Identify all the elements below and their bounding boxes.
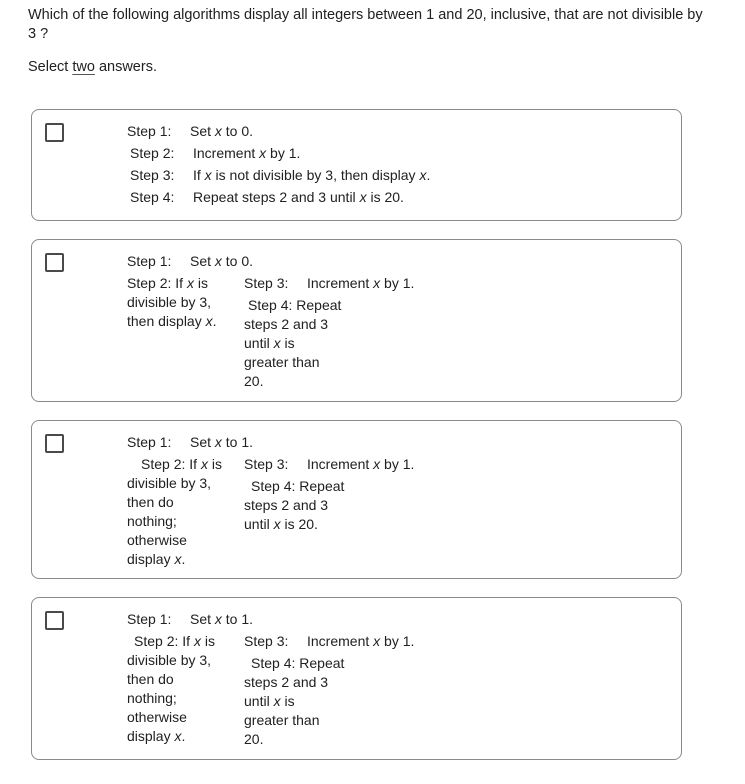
step-label: Step 1: bbox=[127, 611, 172, 627]
text-part: is bbox=[280, 693, 295, 709]
text-part: Repeat steps 2 and 3 until bbox=[193, 189, 360, 205]
option-2-step1 bbox=[127, 252, 171, 271]
option-4-step2-line4: nothing; bbox=[127, 690, 177, 706]
option-2-step2-line3 bbox=[127, 312, 217, 331]
answer-option-1[interactable] bbox=[31, 109, 682, 221]
text-part: to 0. bbox=[221, 253, 254, 269]
option-3-step2-line4: nothing; bbox=[127, 513, 177, 529]
step-label: Step 1: bbox=[127, 434, 172, 450]
var-x: x bbox=[273, 693, 281, 709]
option-3-step3-text bbox=[307, 455, 414, 474]
option-3-step2-line5: otherwise bbox=[127, 532, 187, 548]
step-label: Step 1: bbox=[127, 253, 172, 269]
option-3-step4-line2: steps 2 and 3 bbox=[244, 497, 329, 513]
var-x: x bbox=[359, 189, 367, 205]
text-part: is bbox=[280, 335, 295, 351]
text-part: then display bbox=[127, 313, 206, 329]
instruction-post: answers. bbox=[94, 59, 157, 75]
option-1-step4 bbox=[130, 188, 174, 207]
step-label: Step 3: bbox=[244, 456, 289, 472]
option-2-checkbox[interactable] bbox=[45, 253, 64, 272]
option-3-step4-line3 bbox=[244, 515, 318, 534]
var-x: x bbox=[419, 167, 427, 183]
option-3-step2-line2: divisible by 3, bbox=[127, 475, 212, 491]
text-part: Step 2: If bbox=[134, 633, 194, 649]
step-label: Step 1: bbox=[127, 123, 172, 139]
option-4-step2-line5: otherwise bbox=[127, 709, 187, 725]
option-1-step2 bbox=[130, 144, 174, 163]
text-part: display bbox=[127, 728, 175, 744]
text-part: is bbox=[200, 633, 215, 649]
option-3-step4-line1: Step 4: Repeat bbox=[251, 478, 345, 494]
var-x: x bbox=[214, 611, 222, 627]
option-1-checkbox[interactable] bbox=[45, 123, 64, 142]
option-3-step1-text bbox=[190, 433, 253, 452]
text-part: Increment bbox=[193, 145, 260, 161]
text-part: Set bbox=[190, 611, 215, 627]
option-3-step2-line3: then do bbox=[127, 494, 174, 510]
text-part: until bbox=[244, 335, 274, 351]
option-2-step4-line5: 20. bbox=[244, 373, 264, 389]
text-part: to 1. bbox=[221, 611, 254, 627]
var-x: x bbox=[214, 123, 222, 139]
option-2-step4-line2: steps 2 and 3 bbox=[244, 316, 329, 332]
option-2-step4-line1: Step 4: Repeat bbox=[248, 297, 342, 313]
var-x: x bbox=[205, 313, 213, 329]
text-part: Step 2: If bbox=[127, 275, 187, 291]
text-part: is 20. bbox=[280, 516, 318, 532]
text-part: Step 2: If bbox=[141, 456, 201, 472]
option-1-step3 bbox=[130, 166, 174, 185]
text-part: If bbox=[193, 167, 205, 183]
option-2-step1-text bbox=[190, 252, 253, 271]
instruction-count: two bbox=[72, 59, 95, 75]
text-part: to 0. bbox=[221, 123, 254, 139]
step-label: Step 3: bbox=[244, 633, 289, 649]
option-1-step1-text bbox=[190, 122, 253, 141]
option-1-step3-text bbox=[193, 166, 430, 185]
var-x: x bbox=[204, 167, 212, 183]
text-part: until bbox=[244, 693, 274, 709]
var-x: x bbox=[373, 633, 381, 649]
var-x: x bbox=[273, 516, 281, 532]
text-part: by 1. bbox=[266, 145, 301, 161]
var-x: x bbox=[186, 275, 194, 291]
option-1-step2-text bbox=[193, 144, 300, 163]
option-4-step2-line1 bbox=[134, 632, 215, 651]
option-1-step1 bbox=[127, 122, 171, 141]
text-part: by 1. bbox=[380, 633, 415, 649]
option-2-step4-line3 bbox=[244, 334, 295, 353]
option-4-step3 bbox=[244, 632, 288, 651]
option-4-step1-text bbox=[190, 610, 253, 629]
option-4-checkbox[interactable] bbox=[45, 611, 64, 630]
text-part: Set bbox=[190, 123, 215, 139]
text-part: Set bbox=[190, 434, 215, 450]
instruction-text bbox=[28, 58, 157, 77]
var-x: x bbox=[373, 456, 381, 472]
option-4-step4-line2: steps 2 and 3 bbox=[244, 674, 329, 690]
text-part: . bbox=[212, 313, 217, 329]
var-x: x bbox=[200, 456, 208, 472]
option-4-step2-line6 bbox=[127, 727, 185, 746]
option-4-step2-line2: divisible by 3, bbox=[127, 652, 212, 668]
option-4-step4-line1: Step 4: Repeat bbox=[251, 655, 345, 671]
option-4-step3-text bbox=[307, 632, 414, 651]
option-3-step2-line6 bbox=[127, 550, 185, 569]
text-part: by 1. bbox=[380, 456, 415, 472]
option-3-step3 bbox=[244, 455, 288, 474]
text-part: is 20. bbox=[366, 189, 404, 205]
option-4-step4-line3 bbox=[244, 692, 295, 711]
option-2-step4-line4: greater than bbox=[244, 354, 320, 370]
answer-option-4[interactable] bbox=[31, 597, 682, 760]
var-x: x bbox=[214, 434, 222, 450]
text-part: Increment bbox=[307, 633, 374, 649]
var-x: x bbox=[174, 728, 182, 744]
text-part: . bbox=[181, 551, 186, 567]
instruction-pre: Select bbox=[28, 59, 73, 75]
option-4-step1 bbox=[127, 610, 171, 629]
text-part: is bbox=[207, 456, 222, 472]
text-part: Increment bbox=[307, 456, 374, 472]
answer-option-3[interactable] bbox=[31, 420, 682, 579]
step-label: Step 3: bbox=[130, 167, 175, 183]
option-3-step2-line1 bbox=[141, 455, 222, 474]
option-4-step2-line3: then do bbox=[127, 671, 174, 687]
option-2-step2-line2: divisible by 3, bbox=[127, 294, 212, 310]
text-part: is not divisible by 3, then display bbox=[211, 167, 420, 183]
question-text: Which of the following algorithms display all integers between 1 and 20, inclusive, that are not divisible by 3 ? bbox=[28, 7, 703, 42]
var-x: x bbox=[193, 633, 201, 649]
var-x: x bbox=[174, 551, 182, 567]
step-label: Step 3: bbox=[244, 275, 289, 291]
step-label: Step 4: bbox=[130, 189, 175, 205]
text-part: Set bbox=[190, 253, 215, 269]
var-x: x bbox=[273, 335, 281, 351]
text-part: . bbox=[426, 167, 431, 183]
text-part: is bbox=[193, 275, 208, 291]
text-part: . bbox=[181, 728, 186, 744]
text-part: to 1. bbox=[221, 434, 254, 450]
var-x: x bbox=[259, 145, 267, 161]
option-4-step4-line5: 20. bbox=[244, 731, 264, 747]
option-3-step1 bbox=[127, 433, 171, 452]
text-part: Increment bbox=[307, 275, 374, 291]
var-x: x bbox=[214, 253, 222, 269]
option-2-step2-line1 bbox=[127, 274, 208, 293]
option-1-step4-text bbox=[193, 188, 404, 207]
var-x: x bbox=[373, 275, 381, 291]
option-3-checkbox[interactable] bbox=[45, 434, 64, 453]
text-part: by 1. bbox=[380, 275, 415, 291]
text-part: until bbox=[244, 516, 274, 532]
answer-option-2[interactable] bbox=[31, 239, 682, 402]
option-2-step3 bbox=[244, 274, 288, 293]
option-2-step3-text bbox=[307, 274, 414, 293]
option-4-step4-line4: greater than bbox=[244, 712, 320, 728]
text-part: display bbox=[127, 551, 175, 567]
step-label: Step 2: bbox=[130, 145, 175, 161]
